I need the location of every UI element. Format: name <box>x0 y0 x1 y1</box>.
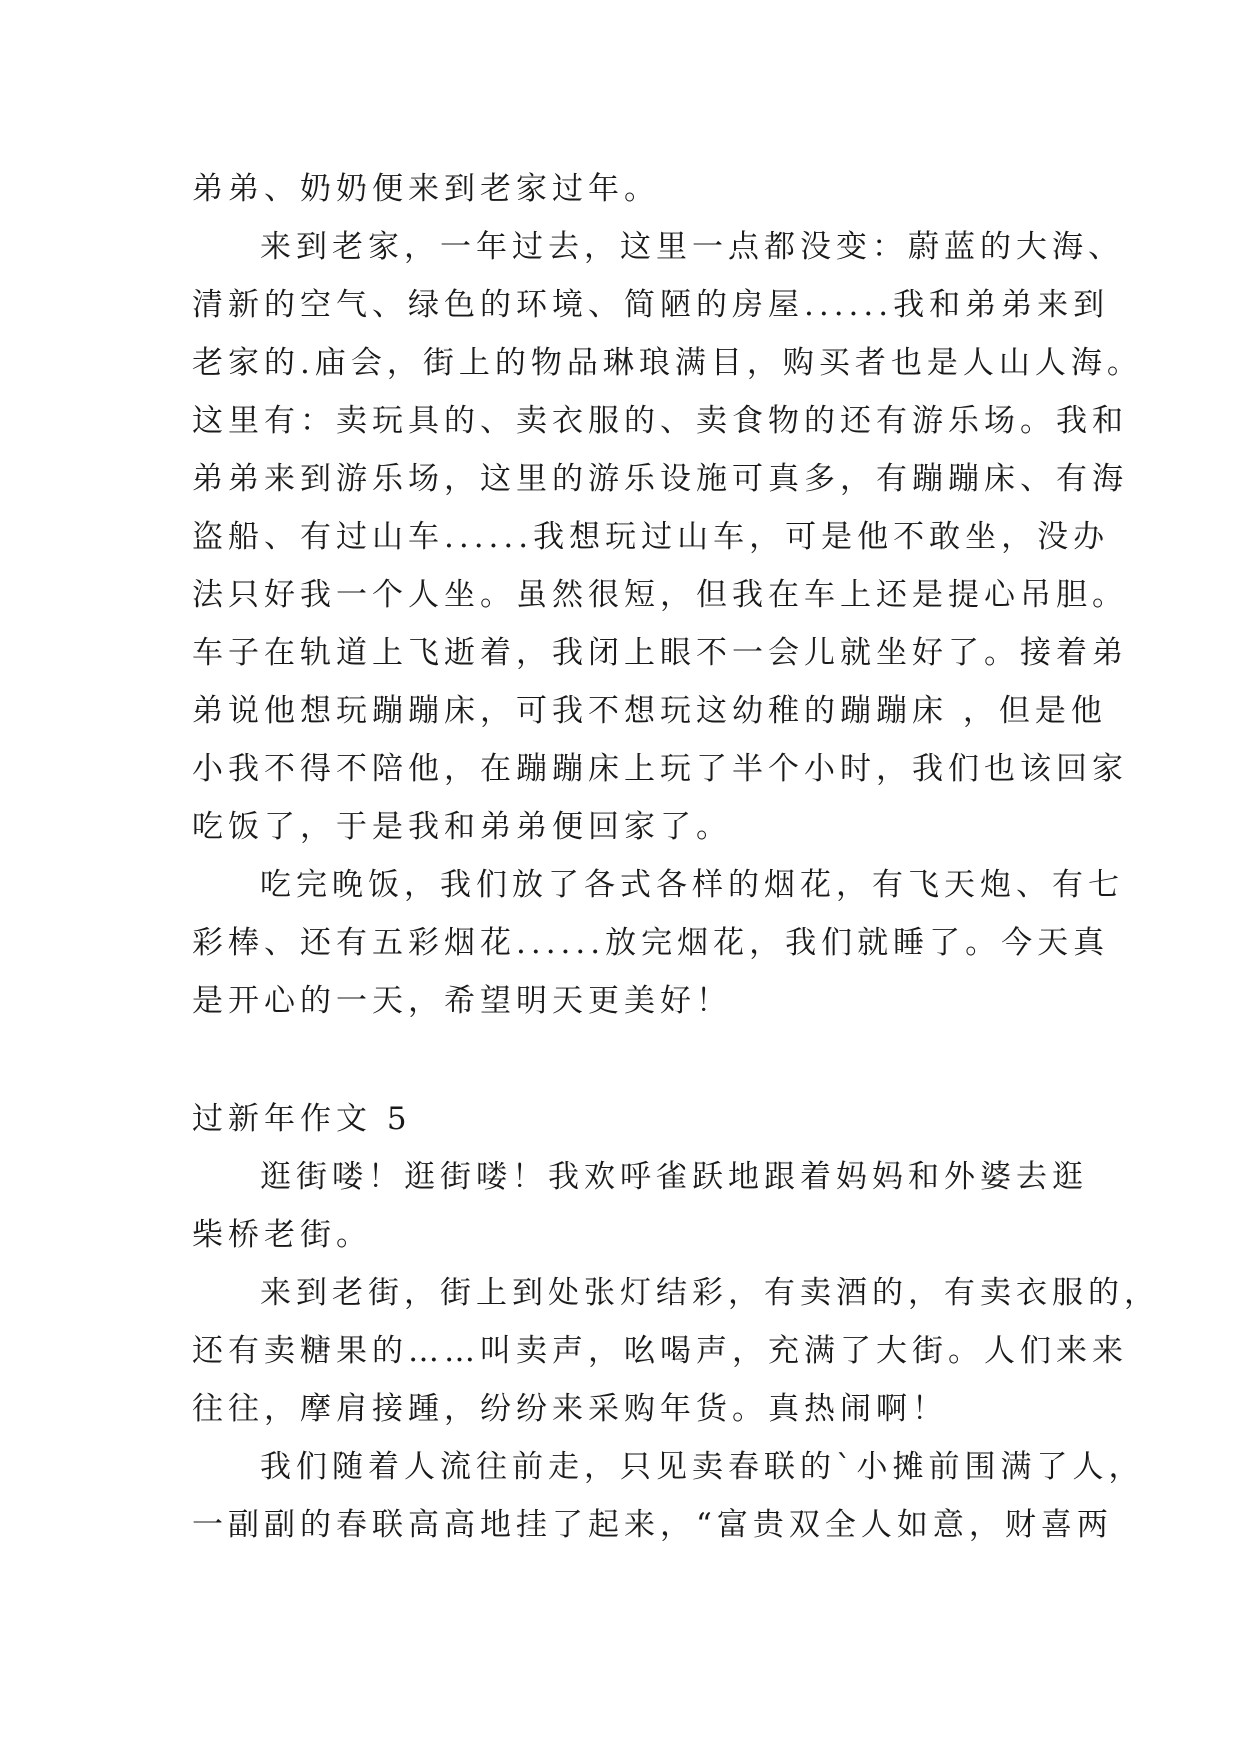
text-line: 弟说他想玩蹦蹦床，可我不想玩这幼稚的蹦蹦床 ，但是他 <box>192 693 1107 729</box>
text-line: 车子在轨道上飞逝着，我闭上眼不一会儿就坐好了。接着弟 <box>192 635 1128 671</box>
text-line: 弟弟、奶奶便来到老家过年。 <box>192 171 660 207</box>
text-line: 盗船、有过山车......我想玩过山车，可是他不敢坐，没办 <box>192 519 1110 555</box>
section-heading: 过新年作文 5 <box>192 1101 412 1137</box>
text-line: 是开心的一天，希望明天更美好！ <box>192 983 732 1019</box>
text-line: 小我不得不陪他，在蹦蹦床上玩了半个小时，我们也该回家 <box>192 751 1128 787</box>
text-line: 这里有：卖玩具的、卖衣服的、卖食物的还有游乐场。我和 <box>192 403 1128 439</box>
essay-body <box>192 160 1160 1554</box>
text-line: 清新的空气、绿色的环境、简陋的房屋......我和弟弟来到 <box>192 287 1110 323</box>
paragraph-start-line: 吃完晚饭，我们放了各式各样的烟花，有飞天炮、有七 <box>260 867 1124 903</box>
text-line: 弟弟来到游乐场，这里的游乐设施可真多，有蹦蹦床、有海 <box>192 461 1128 497</box>
text-line: 柴桥老街。 <box>192 1217 372 1253</box>
paragraph-start-line: 来到老家，一年过去，这里一点都没变：蔚蓝的大海、 <box>260 229 1124 265</box>
paragraph-start-line: 来到老街，街上到处张灯结彩，有卖酒的，有卖衣服的， <box>260 1275 1160 1311</box>
text-line: 一副副的春联高高地挂了起来，“富贵双全人如意，财喜两 <box>192 1507 1113 1543</box>
paragraph-start-line: 逛街喽！逛街喽！我欢呼雀跃地跟着妈妈和外婆去逛 <box>260 1159 1088 1195</box>
text-line: 往往，摩肩接踵，纷纷来采购年货。真热闹啊！ <box>192 1391 948 1427</box>
text-line: 还有卖糖果的……叫卖声，吆喝声，充满了大街。人们来来 <box>192 1333 1128 1369</box>
text-line: 法只好我一个人坐。虽然很短，但我在车上还是提心吊胆。 <box>192 577 1128 613</box>
text-line: 彩棒、还有五彩烟花......放完烟花，我们就睡了。今天真 <box>192 925 1110 961</box>
section-gap <box>192 1030 1072 1090</box>
text-line: 吃饭了，于是我和弟弟便回家了。 <box>192 809 732 845</box>
text-line: 老家的.庙会，街上的物品琳琅满目，购买者也是人山人海。 <box>192 345 1143 381</box>
paragraph-start-line: 我们随着人流往前走，只见卖春联的`小摊前围满了人， <box>260 1449 1145 1485</box>
